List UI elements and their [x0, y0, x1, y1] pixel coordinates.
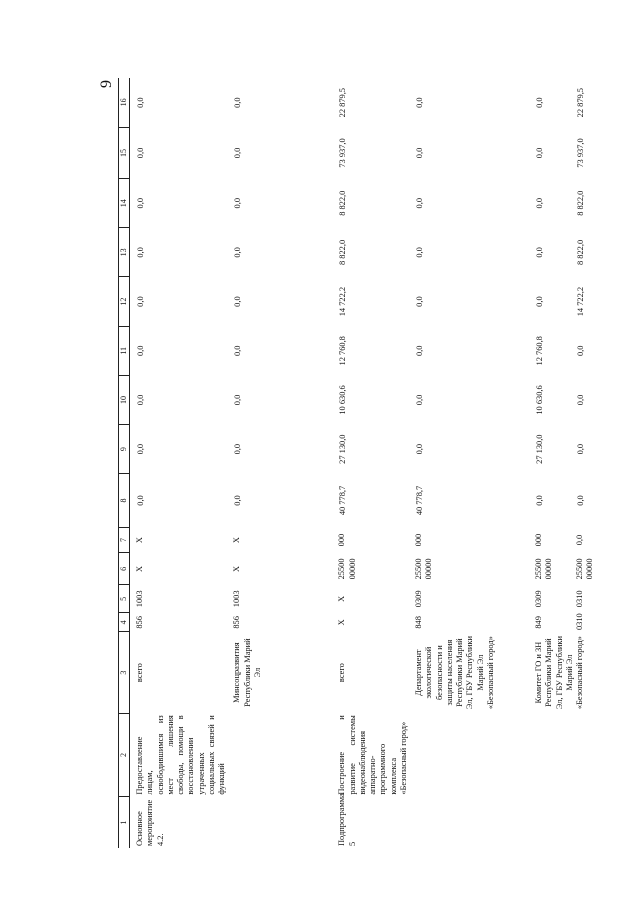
- cell-col-9: 0,0: [233, 443, 243, 455]
- cell-col-12: 0,0: [415, 296, 424, 307]
- cell-col-13: 0,0 8 822,0: [535, 239, 585, 265]
- cell-col-6: 25500 00000: [337, 558, 357, 580]
- header-cell: 3: [119, 632, 130, 713]
- cell-col-4: 856: [135, 616, 144, 629]
- cell-col-13: 0,0: [233, 247, 243, 258]
- header-cell: 9: [119, 425, 130, 474]
- header-cell: 5: [119, 585, 130, 613]
- header-row: [119, 78, 130, 848]
- cell-col-14: 8 822,0: [338, 190, 348, 216]
- header-cell: 13: [119, 228, 130, 277]
- cell-col-16: 0,0: [136, 97, 145, 108]
- header-cell: 2: [119, 713, 130, 796]
- cell-col-1: Подпрограмма 5: [337, 793, 357, 846]
- cell-col-14: 0,0: [136, 197, 145, 209]
- table-row: [409, 78, 529, 848]
- cell-col-6: Х: [232, 565, 242, 572]
- cell-col-1: [227, 797, 332, 848]
- cell-col-9: 27 130,0 0,0: [535, 434, 585, 464]
- budget-table: [118, 78, 639, 848]
- cell-col-11: 0,0: [136, 345, 145, 357]
- cell-col-15: 73 937,0: [338, 138, 348, 168]
- header-cell: 4: [119, 613, 130, 632]
- cell-col-16: 0,0 22 879,5: [535, 88, 585, 118]
- table-row: [227, 78, 332, 848]
- cell-col-1: Основное мероприятие 4.2.: [135, 799, 165, 846]
- cell-col-7: 000: [337, 533, 347, 547]
- cell-col-4: 848: [414, 616, 423, 629]
- header-cell: 10: [119, 375, 130, 424]
- cell-col-6: Х: [135, 565, 144, 572]
- cell-col-13: 0,0: [415, 247, 424, 258]
- cell-col-12: 0,0: [136, 296, 145, 307]
- cell-col-5: Х: [337, 595, 347, 602]
- cell-col-12: 14 722,2: [338, 286, 348, 317]
- cell-col-10: 10 630,6 0,0: [535, 385, 585, 415]
- cell-col-14: 0,0 8 822,0: [535, 190, 585, 216]
- cell-col-15: 0,0 73 937,0: [535, 138, 585, 168]
- cell-col-6: 25500 00000: [414, 558, 434, 580]
- cell-col-12: 0,0: [233, 296, 243, 307]
- header-cell: 8: [119, 474, 130, 527]
- cell-col-15: 0,0: [233, 147, 243, 159]
- cell-col-8: 0,0 0,0: [535, 495, 585, 506]
- rotated-table-container: [98, 78, 595, 848]
- cell-col-5: 1003: [232, 590, 242, 608]
- cell-col-10: 0,0: [233, 394, 243, 406]
- table-row: [529, 78, 639, 848]
- header-cell: 12: [119, 277, 130, 326]
- cell-col-14: 0,0: [233, 197, 243, 209]
- cell-col-6: 25500 00000 25500 00000: [534, 558, 595, 580]
- cell-col-2: [227, 713, 332, 796]
- table-row: [130, 78, 228, 848]
- cell-col-7: 000: [414, 533, 423, 547]
- cell-col-15: 0,0: [136, 147, 145, 159]
- table-row: [332, 78, 409, 848]
- cell-col-9: 0,0: [415, 443, 424, 455]
- header-cell: 16: [119, 78, 130, 127]
- header-cell: 6: [119, 553, 130, 585]
- cell-col-10: 0,0: [136, 394, 145, 406]
- header-cell: 7: [119, 527, 130, 553]
- cell-col-9: 0,0: [136, 443, 145, 455]
- cell-col-16: 0,0: [233, 97, 243, 108]
- cell-col-16: 22 879,5: [338, 88, 348, 118]
- cell-col-2: Предоставление лицам, освободившимся из мест лишения свободы, помощи в восстановлении утраченных социальных связей и функций: [135, 715, 226, 795]
- cell-col-12: 0,0 14 722,2: [535, 286, 585, 317]
- cell-col-11: 0,0: [233, 345, 243, 357]
- cell-col-1: [529, 797, 639, 848]
- page-number: 9: [98, 80, 115, 88]
- cell-col-11: 0,0: [415, 345, 424, 357]
- cell-col-1: [409, 797, 529, 848]
- cell-col-14: 0,0: [415, 197, 424, 209]
- cell-col-9: 27 130,0: [338, 434, 348, 464]
- header-cell: 15: [119, 127, 130, 178]
- cell-col-16: 0,0: [415, 97, 424, 108]
- cell-col-4: Х: [337, 619, 347, 626]
- cell-col-15: 0,0: [415, 147, 424, 159]
- cell-col-10: 10 630,6: [338, 385, 348, 415]
- cell-col-11: 12 760,8: [338, 336, 348, 366]
- cell-col-3: Департамент экологической безопасности и защиты населения Республики Марий Эл, ГБУ Республики Марий Эл «Безопасный город»: [414, 636, 495, 710]
- cell-col-8: 0,0: [136, 495, 145, 506]
- cell-col-7: 000 0,0: [534, 533, 584, 547]
- cell-col-13: 8 822,0: [338, 239, 348, 265]
- cell-col-4: 849 0310: [534, 613, 584, 630]
- header-cell: 1: [119, 797, 130, 848]
- cell-col-5: 0309 0310: [534, 590, 584, 608]
- cell-col-13: 0,0: [136, 247, 145, 258]
- cell-col-4: 856: [232, 616, 242, 629]
- cell-col-2: Построение и развитие системы видеонаблюдения аппаратно-программного комплекса «Безопасный город»: [337, 715, 408, 795]
- cell-col-8: 0,0: [233, 495, 243, 506]
- cell-col-2: [529, 713, 639, 796]
- cell-col-5: 1003: [135, 590, 144, 608]
- header-cell: 14: [119, 179, 130, 228]
- cell-col-7: Х: [232, 537, 242, 544]
- cell-col-3: всего: [135, 663, 144, 683]
- cell-col-11: 12 760,8 0,0: [535, 336, 585, 366]
- cell-col-5: 0309: [414, 590, 423, 608]
- cell-col-10: 0,0: [415, 394, 424, 406]
- cell-col-7: Х: [135, 537, 144, 544]
- header-cell: 11: [119, 326, 130, 375]
- cell-col-3: Комитет ГО и ЗН Республики Марий Эл, ГБУ Республики Марий Эл «Безопасный город»: [534, 636, 584, 710]
- cell-col-2: [409, 713, 529, 796]
- cell-col-8: 40 778,7: [415, 485, 424, 516]
- cell-col-3: всего: [337, 663, 347, 683]
- cell-col-8: 40 778,7: [338, 485, 348, 516]
- cell-col-3: Минсоцразвития Республики Марий Эл: [232, 638, 262, 707]
